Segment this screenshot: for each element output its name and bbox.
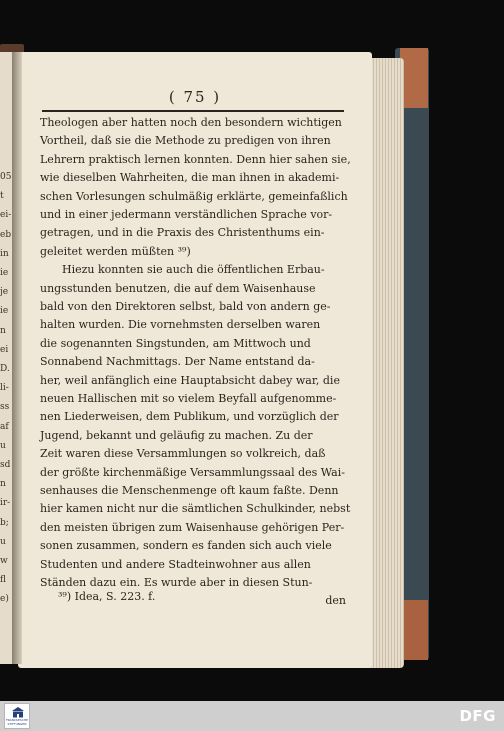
text-line: der größte kirchenmäßige Versammlungssaal des Wai-: [40, 465, 345, 479]
text-line: Lehrern praktisch lernen konnten. Denn hier sahen sie,: [40, 152, 351, 166]
text-line: Zeit waren diese Versammlungen so volkreich, daß: [40, 447, 326, 461]
text-line: nen Liederweisen, dem Publikum, und vorzüglich der: [40, 410, 339, 424]
text-line: geleitet werden müßten ³⁹): [40, 244, 191, 258]
previous-page-fragment: 05: [0, 172, 12, 182]
cover-corner-bottom: [400, 600, 428, 660]
page-number: ( 75 ): [168, 88, 222, 106]
page-block-edges: [368, 58, 404, 668]
header-rule: [42, 110, 344, 112]
previous-page-fragment: n: [0, 479, 6, 490]
text-line: Jugend, bekannt und geläufig zu machen. Zu der: [40, 428, 313, 442]
previous-page-fragment: e): [0, 594, 9, 605]
previous-page-fragment: D.: [0, 364, 10, 374]
previous-page-fragment: ir-: [0, 498, 11, 509]
cover-corner-top: [400, 48, 428, 108]
text-line: hier kamen nicht nur die sämtlichen Schulkinder, nebst: [40, 502, 351, 516]
text-line: ungsstunden benutzen, die auf dem Waisenhause: [40, 281, 316, 295]
previous-page-fragment: ei-: [0, 210, 12, 221]
text-line: den meisten übrigen zum Waisenhause gehörigen Per-: [40, 520, 345, 534]
book-page: [18, 52, 372, 668]
previous-page-fragment: ie: [0, 268, 9, 278]
text-line: und in einer jedermann verständlichen Sprache vor-: [40, 208, 333, 221]
previous-page-fragment: b;: [0, 517, 9, 528]
viewer-footer-bar: [0, 701, 504, 731]
institution-building-icon: [12, 707, 24, 718]
previous-page-fragment: ei: [0, 344, 9, 355]
previous-page-fragment: t: [0, 191, 4, 202]
spine-shadow: [12, 52, 22, 664]
text-line: Studenten und andere Stadteinwohner aus allen: [40, 557, 311, 571]
text-line: bald von den Direktoren selbst, bald von andern ge-: [40, 300, 331, 313]
previous-page-fragment: eb: [0, 229, 12, 240]
footnote: ³⁹) Idea, S. 223. f.: [58, 590, 156, 603]
previous-page-fragment: ss: [0, 402, 10, 413]
text-line: Hiezu konnten sie auch die öffentlichen Erbau-: [62, 263, 325, 277]
previous-page-fragment: w: [0, 556, 8, 566]
catchword: den: [325, 594, 346, 608]
previous-page-fragment: af: [0, 421, 9, 432]
previous-page-fragment: n: [0, 325, 6, 336]
text-line: wie dieselben Wahrheiten, die man ihnen in akademi-: [40, 171, 340, 185]
previous-page-fragment: in: [0, 248, 9, 259]
dfg-logo[interactable]: DFG: [459, 707, 496, 725]
text-line: sonen zusammen, sondern es fanden sich auch viele: [40, 539, 332, 553]
text-line: senhauses die Menschenmenge oft kaum faßte. Denn: [40, 484, 339, 497]
text-line: halten wurden. Die vornehmsten derselben waren: [40, 318, 321, 332]
previous-page-fragment: li-: [0, 383, 9, 394]
text-line: Sonnabend Nachmittags. Der Name entstand da-: [40, 355, 315, 369]
previous-page-fragment: u: [0, 536, 6, 547]
text-line: Ständen dazu ein. Es wurde aber in diesen Stun-: [40, 576, 313, 589]
previous-page-fragment: ie: [0, 306, 9, 317]
text-line: die sogenannten Singstunden, am Mittwoch und: [40, 336, 311, 350]
text-line: Vortheil, daß sie die Methode zu predigen von ihren: [40, 134, 331, 148]
previous-page-fragment: u: [0, 440, 6, 451]
text-line: her, weil anfänglich eine Hauptabsicht dabey war, die: [40, 373, 340, 387]
text-line: neuen Hallischen mit so vielem Beyfall aufgenomme-: [40, 392, 337, 405]
previous-page-fragment: sd: [0, 460, 11, 470]
previous-page-fragment: fl: [0, 575, 7, 586]
institution-logo[interactable]: [4, 703, 30, 729]
text-line: Theologen aber hatten noch den besondern wichtigen: [40, 116, 342, 129]
institution-logo-text: FRANCKESCHE STIFTUNGEN: [5, 718, 29, 726]
previous-page-fragment: je: [0, 287, 9, 298]
text-line: schen Vorlesungen schulmäßig erklärte, gemeinfaßlich: [40, 189, 348, 203]
text-line: getragen, und in die Praxis des Christenthums ein-: [40, 226, 325, 240]
